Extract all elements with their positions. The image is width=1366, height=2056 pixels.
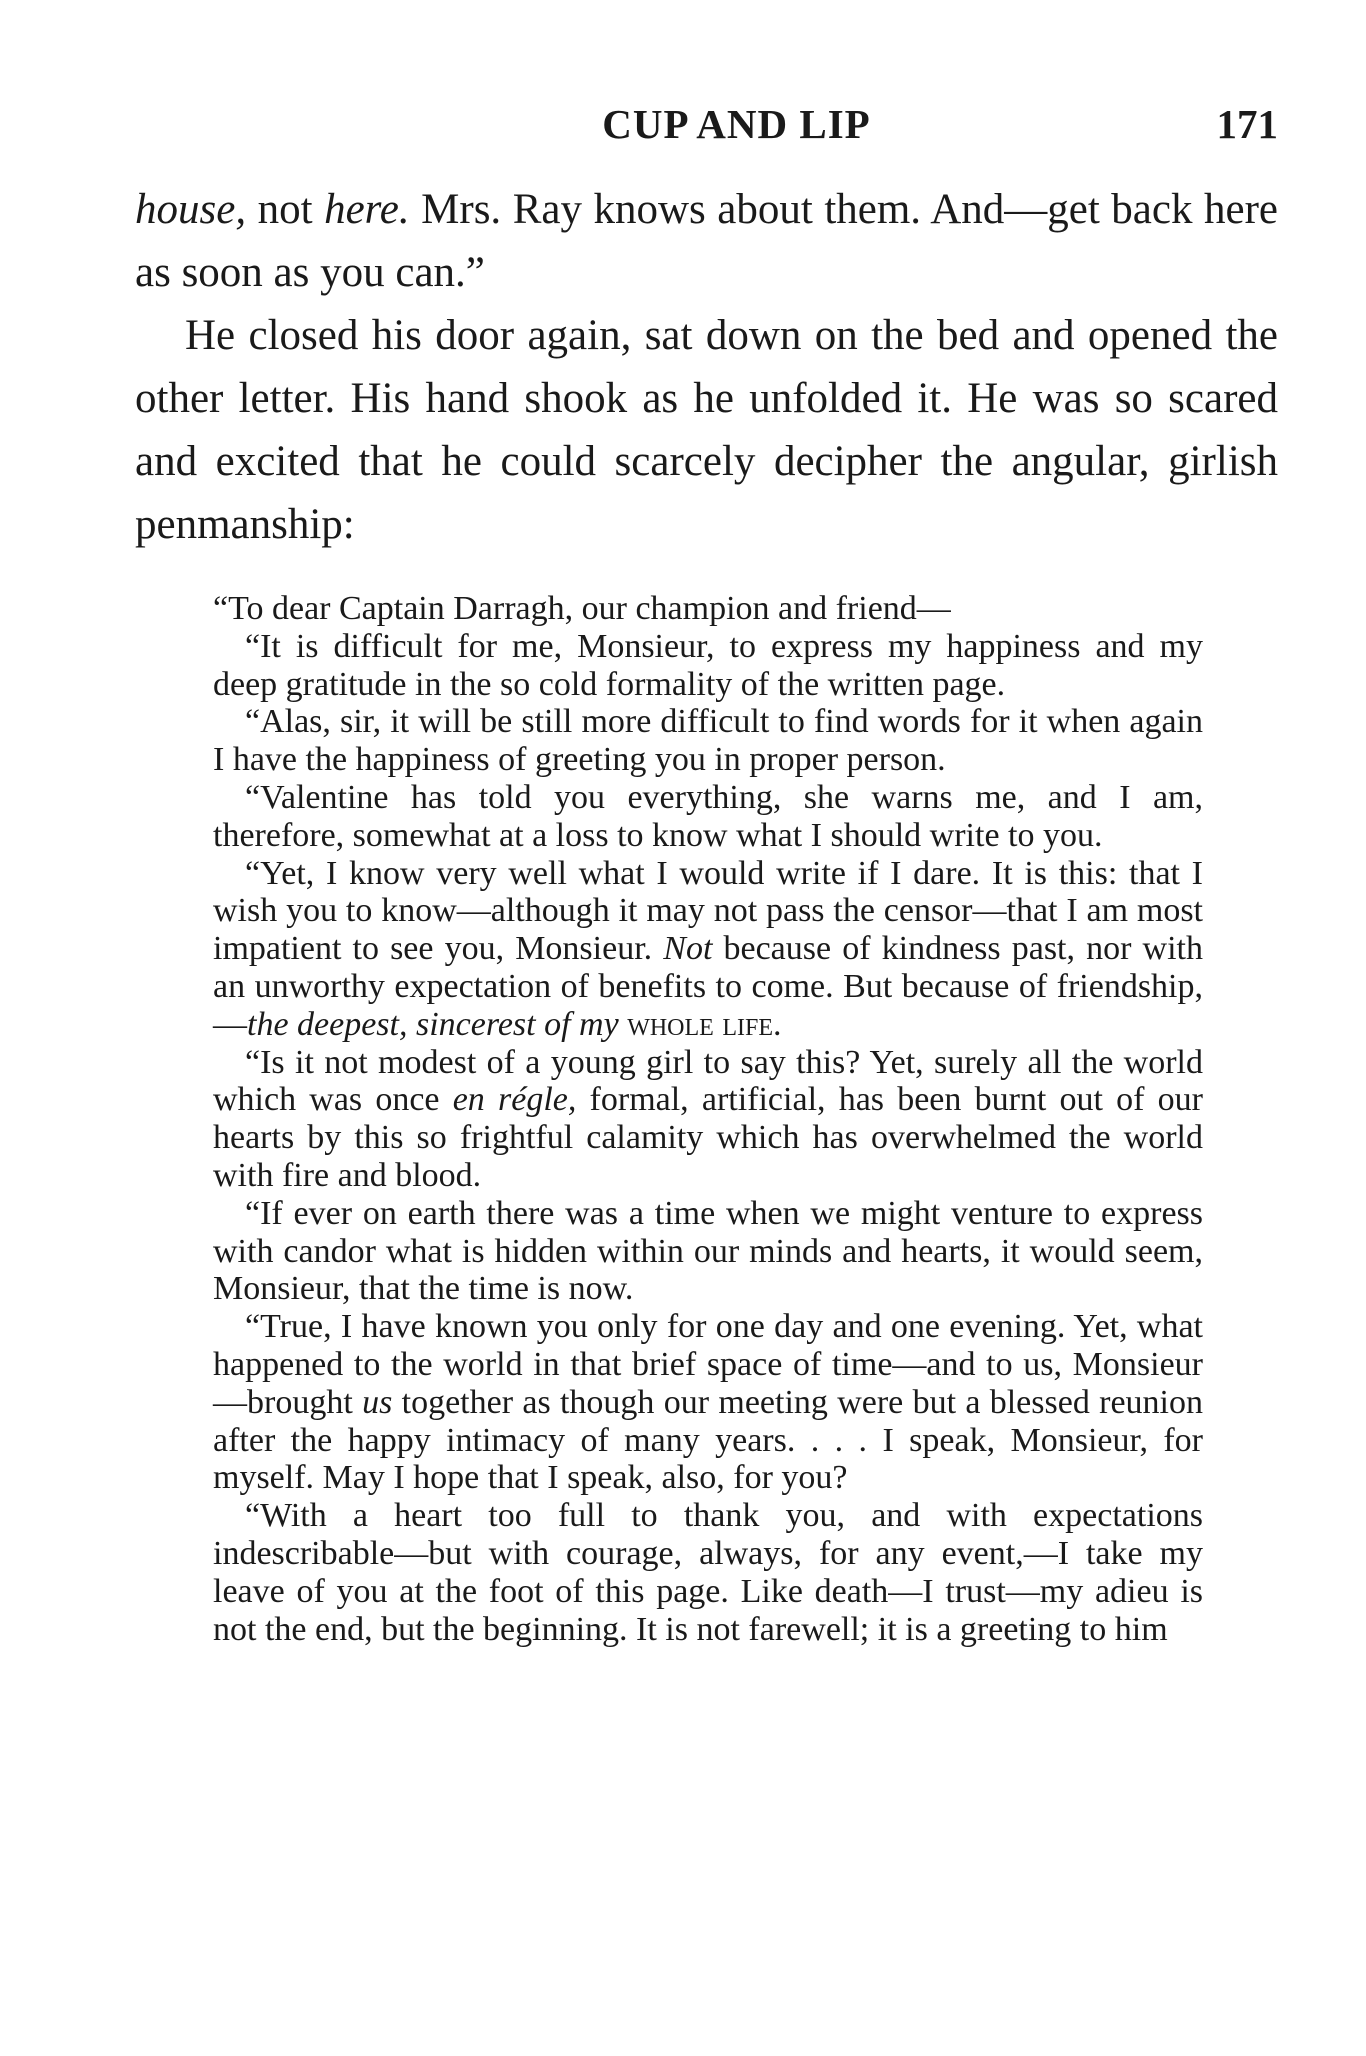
body-text xyxy=(135,178,1278,556)
letter-paragraph xyxy=(213,855,1203,1044)
text-run: because of kindness past, nor with an unworthy expectation of benefits to come. But because of friendship,— xyxy=(213,930,1203,1043)
paragraph-continuation xyxy=(135,178,1278,304)
running-title: CUP AND LIP xyxy=(602,101,871,147)
small-caps-text: whole life. xyxy=(618,1005,782,1043)
text-run: “Is it not modest of a young girl to say this? Yet, surely all the world which was once xyxy=(213,1043,1203,1119)
letter-paragraph: “With a heart too full to thank you, and with expectations indescribable—but with courage, always, for any event,—I take my leave of you at the foot of this page. Like death—I trust—my adieu is not the end, but the beginning. It is not farewell; it is a greeting to him xyxy=(213,1497,1203,1648)
italic-text: us xyxy=(362,1383,393,1421)
letter-paragraph xyxy=(213,1308,1203,1497)
text-run: together as though our meeting were but a blessed reunion after the happy intimacy of many years. . . . I speak, Monsieur, for myself. May I hope that I speak, also, for you? xyxy=(213,1383,1203,1497)
letter-paragraph: “It is difficult for me, Monsieur, to express my happiness and my deep gratitude in the so cold formality of the written page. xyxy=(213,627,1203,703)
italic-text: Not xyxy=(663,930,713,968)
text-run: Mrs. Ray knows about them. And—get back here as soon as you can.” xyxy=(135,186,1278,296)
page-number: 171 xyxy=(1216,101,1278,147)
text-run: “True, I have known you only for one day and one evening. Yet, what happened to the world in that brief space of time—and to us, Monsieur—brought xyxy=(213,1308,1203,1421)
text-run: not xyxy=(246,186,325,233)
page-header xyxy=(135,100,1278,160)
paragraph: He closed his door again, sat down on the bed and opened the other letter. His hand shook as he unfolded it. He was so scared and excited that he could scarcely decipher the angular, girlish penmanship: xyxy=(135,312,1278,548)
letter-paragraph: “Valentine has told you everything, she warns me, and I am, therefore, somewhat at a loss to know what I should write to you. xyxy=(213,778,1203,854)
italic-text: house, xyxy=(135,186,247,233)
quoted-letter xyxy=(213,590,1203,1648)
italic-text: here. xyxy=(324,186,410,233)
letter-paragraph xyxy=(213,1044,1203,1195)
text-run: formal, artificial, has been burnt out of our hearts by this so frightful calamity which has overwhelmed the world with fire and blood. xyxy=(213,1081,1203,1194)
italic-text: en régle, xyxy=(452,1081,577,1119)
text-run: “Yet, I know very well what I would write if I dare. It is this: that I wish you to know—although it may not pass the censor—that I am most impatient to see you, Monsieur. xyxy=(213,854,1203,968)
letter-salutation: “To dear Captain Darragh, our champion and friend— xyxy=(213,590,951,627)
italic-text: the deepest, sincerest of my xyxy=(247,1005,619,1043)
letter-paragraph: “Alas, sir, it will be still more difficult to find words for it when again I have the happiness of greeting you in proper person. xyxy=(213,703,1203,779)
letter-paragraph: “If ever on earth there was a time when we might venture to express with candor what is hidden within our minds and hearts, it would seem, Monsieur, that the time is now. xyxy=(213,1194,1203,1308)
